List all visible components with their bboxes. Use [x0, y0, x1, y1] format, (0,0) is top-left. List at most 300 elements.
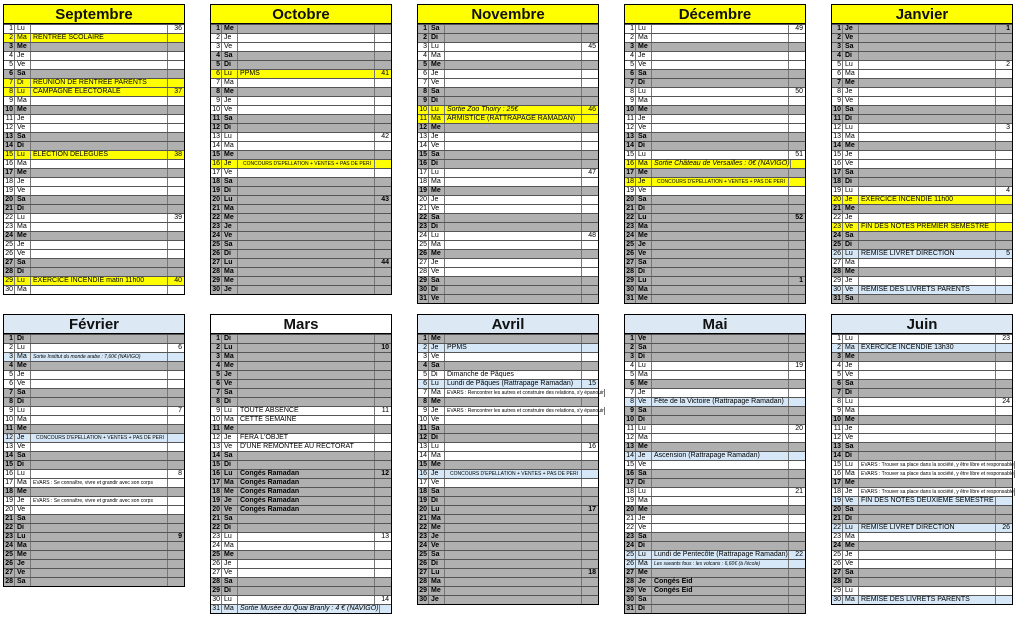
day-number: 6: [418, 380, 429, 388]
event-text: [445, 443, 581, 451]
week-number: [374, 362, 391, 370]
day-row: [832, 514, 1012, 523]
day-row: [625, 195, 805, 204]
week-number: [581, 416, 598, 424]
event-text: [445, 434, 581, 442]
week-number: [167, 578, 184, 586]
day-row: [211, 132, 391, 141]
day-row: [4, 240, 184, 249]
day-number: 10: [212, 416, 220, 423]
event-text: [445, 268, 581, 276]
event-text: EVARS : Rencontrer les autres et construire des relations, s'y épanouir: [447, 390, 604, 396]
day-row: [625, 334, 805, 343]
day-row: [211, 78, 391, 87]
day-row: [418, 406, 604, 415]
day-row: [4, 433, 184, 442]
day-row: [832, 51, 1012, 60]
day-row: [4, 478, 184, 487]
week-number: [788, 605, 805, 613]
day-abbr: Sa: [222, 515, 238, 523]
event-text: CONCOURS D'EPELLATION + VENTES + PAS DE PERI: [242, 161, 372, 167]
event-text: [238, 569, 374, 577]
week-number: [788, 470, 805, 478]
week-number: [374, 52, 391, 60]
week-number: [374, 398, 391, 406]
event-text: [859, 25, 995, 33]
day-number: 23: [419, 533, 427, 540]
day-abbr: Ma: [429, 578, 445, 586]
day-number: 29: [212, 587, 220, 594]
event-text: [652, 389, 788, 397]
week-number: [995, 241, 1012, 249]
day-abbr: Ve: [429, 542, 445, 550]
day-number: 24: [626, 542, 634, 549]
day-abbr: Je: [636, 389, 652, 397]
day-number: 15: [212, 151, 220, 158]
day-number: 24: [212, 232, 220, 239]
day-abbr: Ma: [15, 479, 31, 487]
event-text: [652, 497, 788, 505]
event-text: [652, 214, 788, 222]
week-number: [1014, 488, 1031, 496]
day-row: [625, 159, 805, 168]
day-abbr: Me: [636, 380, 652, 388]
event-text: D'UNE REMONTEE AU RECTORAT: [240, 443, 354, 450]
week-number: [167, 259, 184, 267]
day-abbr: Di: [222, 524, 238, 532]
day-abbr: Lu: [15, 407, 31, 415]
day-row: [832, 96, 1012, 105]
week-number: [995, 88, 1012, 96]
day-abbr: Lu: [15, 533, 31, 541]
day-number: 30: [626, 596, 634, 603]
week-number: [581, 124, 598, 132]
day-number: 14: [5, 452, 13, 459]
day-abbr: Lu: [843, 124, 859, 132]
event-text: [238, 133, 374, 141]
event-text: [859, 187, 995, 195]
day-abbr: Lu: [222, 344, 238, 352]
event-text: [31, 569, 167, 577]
day-list: [210, 334, 392, 614]
week-number: [995, 569, 1012, 577]
week-number: [995, 115, 1012, 123]
day-list: [3, 334, 185, 587]
event-text: [859, 389, 995, 397]
day-number: 14: [212, 142, 220, 149]
week-number: [167, 443, 184, 451]
day-row: [4, 370, 184, 379]
day-number: 25: [833, 551, 841, 558]
day-row: [625, 123, 805, 132]
day-abbr: Lu: [636, 88, 652, 96]
day-row: [211, 276, 391, 285]
day-row: [625, 370, 805, 379]
day-row: [625, 514, 805, 523]
day-abbr: Ve: [15, 443, 31, 451]
day-number: 16: [212, 470, 220, 477]
day-abbr: Sa: [15, 196, 31, 204]
day-number: 19: [212, 187, 220, 194]
week-number: 41: [374, 70, 391, 78]
week-number: [581, 205, 598, 213]
day-abbr: Di: [222, 250, 238, 258]
day-abbr: Sa: [429, 425, 445, 433]
week-number: [581, 542, 598, 550]
event-text: Congés Eid: [654, 587, 693, 594]
day-row: [4, 424, 184, 433]
day-number: 12: [5, 124, 13, 131]
day-number: 14: [833, 142, 841, 149]
day-abbr: Di: [843, 389, 859, 397]
event-text: [859, 70, 995, 78]
event-text: [445, 560, 581, 568]
week-number: [581, 25, 598, 33]
day-row: [625, 478, 805, 487]
day-row: [832, 195, 1012, 204]
week-number: [581, 196, 598, 204]
day-abbr: Sa: [843, 43, 859, 51]
event-text: [445, 178, 581, 186]
event-text: [652, 34, 788, 42]
event-text: Congés Ramadan: [240, 470, 300, 477]
event-text: [859, 97, 995, 105]
day-abbr: Me: [15, 488, 31, 496]
day-row: [625, 249, 805, 258]
day-number: 16: [833, 160, 841, 167]
event-text: [445, 335, 581, 343]
event-text: [445, 578, 581, 586]
day-row: [4, 496, 184, 505]
week-number: [581, 142, 598, 150]
day-number: 8: [4, 88, 15, 96]
day-number: 16: [626, 160, 634, 167]
day-row: [625, 24, 805, 33]
event-text: [652, 353, 788, 361]
week-number: [788, 178, 805, 186]
day-row: [418, 60, 598, 69]
day-number: 11: [212, 115, 220, 122]
day-row: [418, 361, 598, 370]
day-row: [832, 532, 1012, 541]
week-number: [604, 407, 621, 415]
event-text: [445, 52, 581, 60]
event-text: [652, 277, 788, 285]
day-row: [625, 42, 805, 51]
event-text: [445, 133, 581, 141]
day-number: 14: [5, 142, 13, 149]
day-abbr: Je: [429, 344, 445, 352]
day-abbr: Je: [222, 34, 238, 42]
day-abbr: Ma: [222, 605, 238, 613]
event-text: [238, 560, 374, 568]
day-abbr: Ma: [222, 79, 238, 87]
week-number: [167, 335, 184, 343]
day-row: [418, 42, 598, 51]
day-abbr: Me: [636, 106, 652, 114]
day-abbr: Di: [15, 524, 31, 532]
day-abbr: Sa: [636, 196, 652, 204]
event-text: Ascension (Rattrapage Ramadan): [654, 452, 760, 459]
week-number: [581, 88, 598, 96]
day-abbr: Je: [843, 196, 859, 204]
week-number: [167, 79, 184, 87]
day-abbr: Lu: [429, 169, 445, 177]
day-number: 18: [5, 488, 13, 495]
day-abbr: Me: [843, 542, 859, 550]
day-abbr: Sa: [843, 506, 859, 514]
day-abbr: Me: [15, 106, 31, 114]
day-abbr: Ve: [843, 286, 859, 294]
day-row: [625, 379, 805, 388]
day-row: [4, 388, 184, 397]
event-text: [859, 61, 995, 69]
event-text: [445, 461, 581, 469]
day-abbr: Je: [429, 470, 445, 478]
week-number: [788, 70, 805, 78]
day-abbr: Sa: [429, 551, 445, 559]
event-text: [445, 452, 581, 460]
day-row: [625, 397, 805, 406]
week-number: [374, 479, 391, 487]
week-number: [374, 506, 391, 514]
day-row: [625, 141, 805, 150]
day-row: [832, 141, 1012, 150]
event-text: [859, 479, 995, 487]
week-number: [788, 461, 805, 469]
day-row: [4, 379, 184, 388]
day-row: [4, 415, 184, 424]
day-number: 12: [833, 434, 841, 441]
day-abbr: Je: [636, 178, 652, 186]
day-number: 23: [833, 223, 841, 230]
event-text: [652, 596, 788, 604]
day-row: [418, 24, 598, 33]
event-text: [859, 452, 995, 460]
day-abbr: Je: [222, 160, 238, 168]
day-abbr: Sa: [636, 470, 652, 478]
day-row: [4, 51, 184, 60]
week-number: [581, 461, 598, 469]
event-text: [238, 169, 374, 177]
week-number: [581, 515, 598, 523]
day-abbr: Sa: [222, 178, 238, 186]
week-number: [581, 268, 598, 276]
week-number: [167, 506, 184, 514]
day-number: 1: [832, 335, 843, 343]
day-abbr: Ma: [222, 142, 238, 150]
day-number: 18: [419, 488, 427, 495]
event-text: [445, 196, 581, 204]
week-number: [581, 479, 598, 487]
event-text: [652, 416, 788, 424]
day-abbr: Ma: [222, 353, 238, 361]
day-row: [4, 532, 184, 541]
day-row: [211, 361, 391, 370]
day-abbr: Ve: [429, 295, 445, 303]
day-abbr: Ma: [843, 407, 859, 415]
day-row: [418, 550, 598, 559]
day-abbr: Di: [429, 434, 445, 442]
week-number: [167, 106, 184, 114]
day-row: [418, 69, 598, 78]
day-number: 24: [833, 232, 841, 239]
event-text: [31, 223, 167, 231]
week-number: 14: [374, 596, 391, 604]
week-number: [374, 205, 391, 213]
week-number: [788, 106, 805, 114]
event-text: [238, 124, 374, 132]
week-number: [581, 151, 598, 159]
day-number: 5: [418, 61, 429, 69]
day-number: 8: [832, 398, 843, 406]
day-abbr: Ve: [222, 106, 238, 114]
week-number: 43: [374, 196, 391, 204]
day-row: [211, 258, 391, 267]
day-number: 19: [5, 497, 13, 504]
week-number: 6: [167, 344, 184, 352]
day-row: [211, 222, 391, 231]
day-number: 10: [5, 416, 13, 423]
event-text: [859, 79, 995, 87]
event-text: PPMS: [447, 344, 467, 351]
day-row: [418, 195, 598, 204]
day-number: 30: [212, 286, 220, 293]
day-row: [832, 379, 1012, 388]
week-number: [374, 268, 391, 276]
day-abbr: Lu: [429, 43, 445, 51]
day-abbr: Je: [15, 178, 31, 186]
day-abbr: Me: [15, 551, 31, 559]
week-number: [788, 115, 805, 123]
day-number: 18: [626, 488, 634, 495]
day-row: [625, 361, 805, 370]
week-number: [374, 124, 391, 132]
day-number: 14: [212, 452, 220, 459]
day-abbr: Je: [843, 214, 859, 222]
day-abbr: Lu: [636, 214, 652, 222]
event-text: [652, 344, 788, 352]
event-text: [31, 560, 167, 568]
event-text: [445, 97, 581, 105]
day-row: [418, 343, 598, 352]
day-number: 24: [626, 232, 634, 239]
day-row: [4, 60, 184, 69]
day-row: [211, 114, 391, 123]
day-row: [418, 249, 598, 258]
day-abbr: Me: [429, 335, 445, 343]
week-number: [788, 515, 805, 523]
week-number: [374, 34, 391, 42]
event-text: [238, 88, 374, 96]
day-abbr: Me: [15, 425, 31, 433]
day-number: 30: [626, 286, 634, 293]
day-abbr: Ve: [636, 124, 652, 132]
event-text: [238, 52, 374, 60]
day-row: [418, 559, 598, 568]
day-number: 9: [625, 97, 636, 105]
event-text: EVARS : Se connaître, vivre et grandir avec son corps: [33, 498, 153, 504]
week-number: [167, 196, 184, 204]
day-abbr: Lu: [636, 277, 652, 285]
event-text: [859, 277, 995, 285]
event-text: [31, 398, 167, 406]
week-number: [167, 524, 184, 532]
day-abbr: Ve: [636, 250, 652, 258]
day-abbr: Lu: [429, 106, 445, 114]
day-number: 5: [625, 371, 636, 379]
day-row: [832, 334, 1012, 343]
day-row: [418, 213, 598, 222]
event-text: [652, 542, 788, 550]
day-row: [211, 478, 391, 487]
day-row: [832, 478, 1012, 487]
day-number: 11: [419, 115, 427, 122]
day-abbr: Ma: [15, 34, 31, 42]
day-number: 23: [5, 533, 13, 540]
day-number: 24: [5, 542, 13, 549]
day-abbr: Me: [15, 169, 31, 177]
day-abbr: Ve: [636, 398, 652, 406]
day-number: 8: [4, 398, 15, 406]
day-abbr: Ve: [222, 380, 238, 388]
day-row: [625, 177, 805, 186]
week-number: [995, 380, 1012, 388]
day-abbr: Di: [222, 124, 238, 132]
day-number: 9: [418, 97, 429, 105]
event-text: [652, 295, 788, 303]
day-row: [832, 397, 1012, 406]
event-text: [859, 151, 995, 159]
day-row: [832, 249, 1012, 258]
week-number: [167, 178, 184, 186]
event-text: [445, 205, 581, 213]
event-text: [859, 434, 995, 442]
month-title: Octobre: [210, 4, 392, 24]
event-text: Fête de la Victoire (Rattrapage Ramadan): [654, 398, 784, 405]
day-number: 5: [832, 371, 843, 379]
week-number: [581, 214, 598, 222]
day-number: 3: [211, 353, 222, 361]
week-number: [995, 506, 1012, 514]
day-number: 29: [833, 587, 841, 594]
week-number: 26: [995, 524, 1012, 532]
event-text: [652, 151, 788, 159]
day-row: [418, 397, 598, 406]
event-text: [238, 286, 374, 294]
event-text: [652, 605, 788, 613]
day-abbr: Sa: [636, 407, 652, 415]
week-number: [788, 124, 805, 132]
day-row: [832, 105, 1012, 114]
day-number: 13: [5, 133, 13, 140]
day-abbr: Me: [636, 569, 652, 577]
day-number: 7: [625, 389, 636, 397]
day-abbr: Je: [15, 497, 31, 505]
day-row: [625, 532, 805, 541]
event-text: [445, 488, 581, 496]
event-text: [31, 43, 167, 51]
event-text: [859, 371, 995, 379]
week-number: [788, 416, 805, 424]
week-number: 5: [995, 250, 1012, 258]
day-abbr: Lu: [636, 551, 652, 559]
day-abbr: Di: [636, 268, 652, 276]
day-number: 12: [212, 124, 220, 131]
day-number: 27: [419, 259, 427, 266]
week-number: [374, 497, 391, 505]
day-number: 24: [833, 542, 841, 549]
